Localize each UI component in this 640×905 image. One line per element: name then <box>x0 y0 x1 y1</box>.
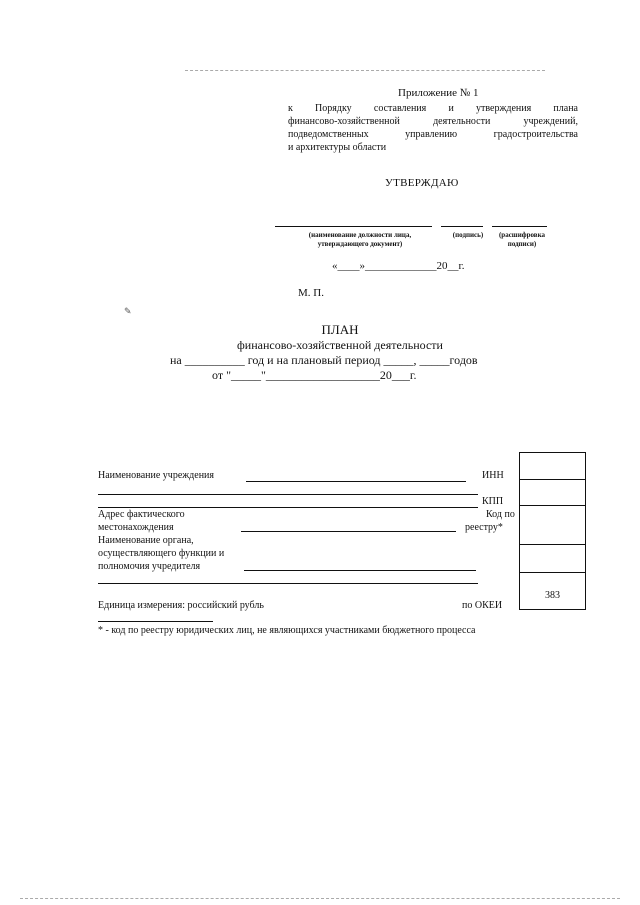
code-box-table <box>519 452 586 610</box>
body-label-3: полномочия учредителя <box>98 561 201 572</box>
appendix-line-2: финансово-хозяйственной деятельности учреждений, <box>288 116 578 127</box>
footnote-text: * - код по реестру юридических лиц, не являющихся участниками бюджетного процесса <box>98 625 476 636</box>
body-field-2[interactable] <box>98 583 478 584</box>
inn-label: ИНН <box>482 470 504 481</box>
scan-mark: ✎ <box>124 306 132 316</box>
code-box-divider-1 <box>519 479 586 480</box>
scan-artifact-top <box>185 70 545 71</box>
plan-period-line: на __________ год и на плановый период _____, _____годов <box>170 353 478 367</box>
code-box-divider-4 <box>519 572 586 573</box>
plan-title: ПЛАН <box>321 322 359 337</box>
approval-heading: УТВЕРЖДАЮ <box>385 177 459 189</box>
plan-subtitle: финансово-хозяйственной деятельности <box>237 338 443 352</box>
unit-label: Единица измерения: российский рубль <box>98 600 264 611</box>
okei-label: по ОКЕИ <box>462 600 503 611</box>
code-box-divider-2 <box>519 505 586 506</box>
address-field[interactable] <box>241 531 456 532</box>
caption-decode-line-1: (расшифровка <box>498 231 546 239</box>
position-signature-line <box>275 226 432 227</box>
signature-line <box>441 226 483 227</box>
caption-position <box>290 231 430 249</box>
org-name-label: Наименование учреждения <box>98 470 215 481</box>
registry-label-2: реестру* <box>465 522 503 533</box>
body-label-2: осуществляющего функции и <box>98 548 225 559</box>
approval-date-line: «____»_____________20__г. <box>332 260 465 272</box>
address-field-top[interactable] <box>98 507 478 508</box>
appendix-line-1: к Порядку составления и утверждения плана <box>288 103 578 114</box>
registry-label-1: Код по <box>486 509 515 520</box>
caption-position-line-2: утверждающего документ) <box>317 240 403 248</box>
appendix-title: Приложение № 1 <box>398 87 479 99</box>
stamp-label: М. П. <box>298 287 324 299</box>
appendix-line-4: и архитектуры области <box>288 142 387 153</box>
org-name-field[interactable] <box>246 481 466 482</box>
address-label-1: Адрес фактического <box>98 509 185 520</box>
kpp-label: КПП <box>482 496 504 507</box>
org-name-field-2[interactable] <box>98 494 478 495</box>
scan-artifact-bottom <box>20 898 620 899</box>
caption-decode-line-2: подписи) <box>507 240 537 248</box>
caption-signature: (подпись) <box>452 231 484 239</box>
caption-decode <box>493 231 551 249</box>
footnote-separator <box>98 621 213 622</box>
signature-decode-line <box>492 226 547 227</box>
appendix-line-3: подведомственных управлению градостроительства <box>288 129 578 140</box>
body-field[interactable] <box>244 570 476 571</box>
body-label-1: Наименование органа, <box>98 535 194 546</box>
caption-position-line-1: (наименование должности лица, <box>308 231 412 239</box>
address-label-2: местонахождения <box>98 522 174 533</box>
plan-date-line: от "_____"___________________20___г. <box>212 368 417 382</box>
code-box-divider-3 <box>519 544 586 545</box>
okei-value: 383 <box>545 590 560 601</box>
